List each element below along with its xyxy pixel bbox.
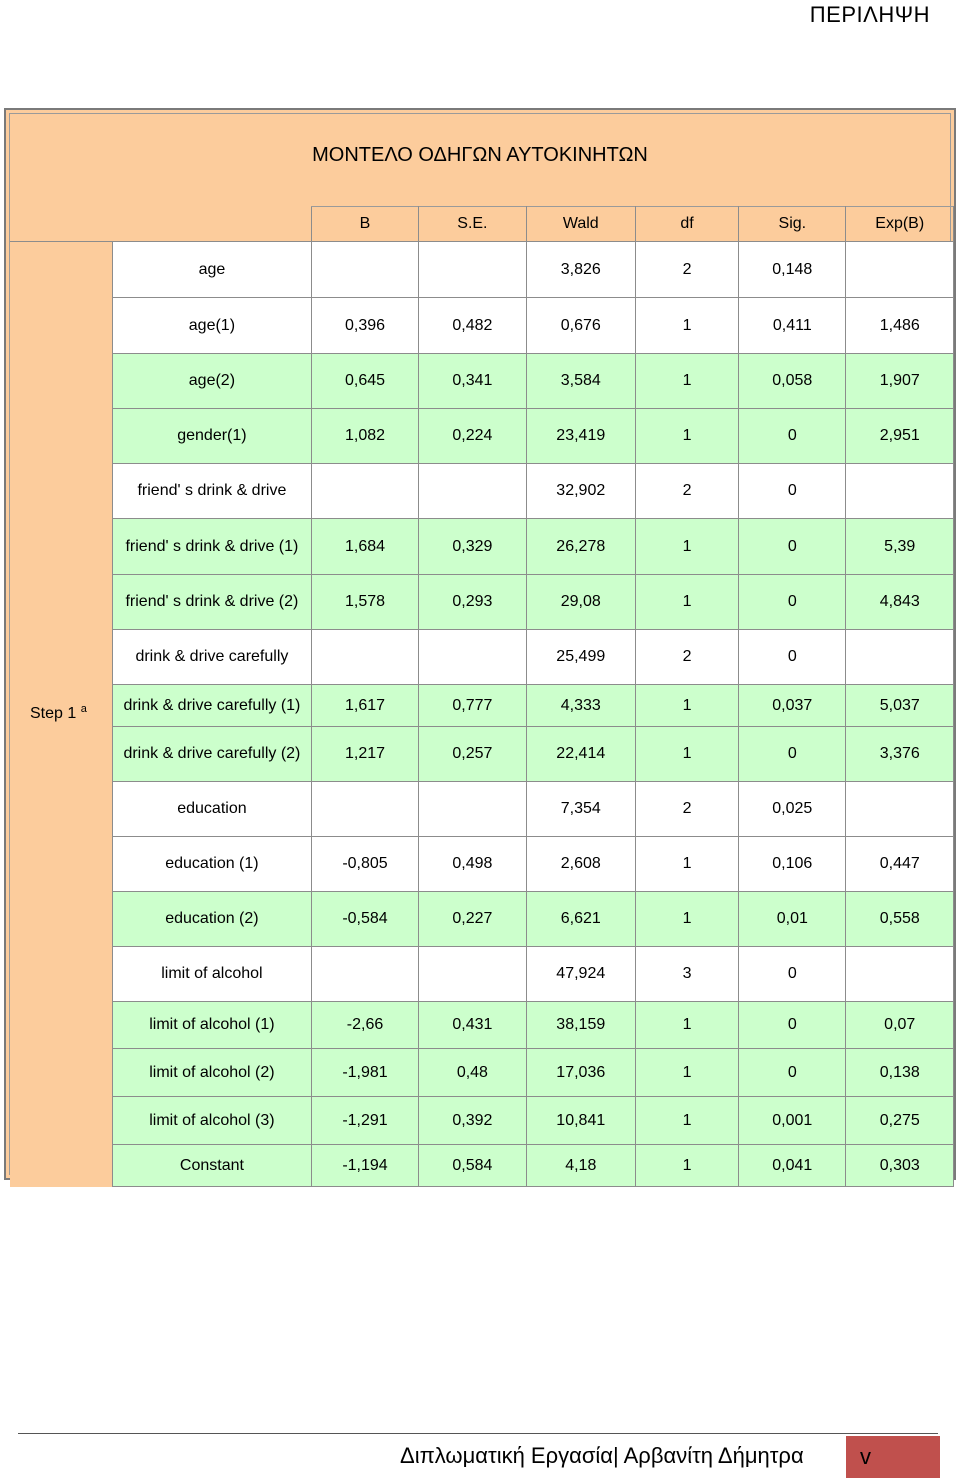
row-label: age(2) <box>113 354 312 409</box>
value-cell: 1,486 <box>846 298 954 354</box>
value-cell: 0,106 <box>739 837 846 892</box>
row-label: Constant <box>113 1145 312 1187</box>
regression-table-frame <box>4 108 956 1180</box>
value-cell <box>419 782 526 837</box>
value-cell: 1 <box>635 1049 738 1097</box>
value-cell: 0,329 <box>419 519 526 575</box>
value-cell: 6,621 <box>526 892 635 947</box>
value-cell: 3,584 <box>526 354 635 409</box>
header-blank <box>10 207 113 242</box>
row-label: drink & drive carefully (2) <box>113 727 312 782</box>
value-cell: 0,676 <box>526 298 635 354</box>
column-header: Exp(B) <box>846 207 954 242</box>
value-cell: 0,257 <box>419 727 526 782</box>
value-cell: 0,224 <box>419 409 526 464</box>
value-cell: 0 <box>739 1049 846 1097</box>
table-row <box>10 630 954 685</box>
value-cell: 1 <box>635 298 738 354</box>
value-cell: -0,805 <box>311 837 418 892</box>
value-cell: 1 <box>635 727 738 782</box>
table-row <box>10 409 954 464</box>
column-header: Sig. <box>739 207 846 242</box>
value-cell: 2 <box>635 464 738 519</box>
value-cell: 0,498 <box>419 837 526 892</box>
value-cell: 5,39 <box>846 519 954 575</box>
value-cell: 5,037 <box>846 685 954 727</box>
footer-divider <box>18 1433 938 1434</box>
value-cell: 7,354 <box>526 782 635 837</box>
value-cell: 23,419 <box>526 409 635 464</box>
header-blank <box>113 207 312 242</box>
value-cell: 1 <box>635 354 738 409</box>
value-cell: 1,578 <box>311 575 418 630</box>
table-header-row <box>10 207 954 242</box>
value-cell: 4,18 <box>526 1145 635 1187</box>
table-row <box>10 1145 954 1187</box>
footer-text: Διπλωματική Εργασία| Αρβανίτη Δήμητρα <box>400 1443 804 1468</box>
value-cell: 1 <box>635 519 738 575</box>
table-row <box>10 782 954 837</box>
row-label: age <box>113 242 312 298</box>
table-title: ΜΟΝΤΕΛΟ ΟΔΗΓΩΝ ΑΥΤΟΚΙΝΗΤΩΝ <box>312 144 648 166</box>
value-cell <box>311 947 418 1002</box>
value-cell: 0,025 <box>739 782 846 837</box>
value-cell: 0,341 <box>419 354 526 409</box>
value-cell: 0,447 <box>846 837 954 892</box>
value-cell <box>846 464 954 519</box>
value-cell: 0,138 <box>846 1049 954 1097</box>
value-cell <box>311 630 418 685</box>
table-row <box>10 354 954 409</box>
table-row <box>10 837 954 892</box>
value-cell: 0,396 <box>311 298 418 354</box>
value-cell: 4,333 <box>526 685 635 727</box>
column-header: Wald <box>526 207 635 242</box>
value-cell <box>419 242 526 298</box>
value-cell: 0 <box>739 464 846 519</box>
step-label-cell <box>10 242 113 1187</box>
value-cell: 0,01 <box>739 892 846 947</box>
value-cell: 25,499 <box>526 630 635 685</box>
value-cell: -1,981 <box>311 1049 418 1097</box>
row-label: age(1) <box>113 298 312 354</box>
value-cell: 0,431 <box>419 1002 526 1049</box>
table-row <box>10 242 954 298</box>
row-label: gender(1) <box>113 409 312 464</box>
value-cell: 29,08 <box>526 575 635 630</box>
table-row <box>10 298 954 354</box>
row-label: education (1) <box>113 837 312 892</box>
value-cell: 1 <box>635 409 738 464</box>
regression-table <box>10 206 954 1187</box>
value-cell: 1 <box>635 1097 738 1145</box>
value-cell: -1,194 <box>311 1145 418 1187</box>
table-body <box>10 242 954 1187</box>
value-cell: 0,777 <box>419 685 526 727</box>
value-cell: 0,037 <box>739 685 846 727</box>
column-header: df <box>635 207 738 242</box>
value-cell: 0,411 <box>739 298 846 354</box>
value-cell <box>846 947 954 1002</box>
value-cell: 0,645 <box>311 354 418 409</box>
value-cell: 3 <box>635 947 738 1002</box>
value-cell: 0,07 <box>846 1002 954 1049</box>
value-cell <box>311 242 418 298</box>
row-label: limit of alcohol (2) <box>113 1049 312 1097</box>
page-header-title: ΠΕΡΙΛΗΨΗ <box>809 2 930 27</box>
table-row <box>10 575 954 630</box>
value-cell: 1 <box>635 575 738 630</box>
row-label: drink & drive carefully (1) <box>113 685 312 727</box>
value-cell: 22,414 <box>526 727 635 782</box>
step-label: Step 1 <box>30 705 77 723</box>
step-superscript: a <box>80 703 87 716</box>
value-cell: 1 <box>635 1145 738 1187</box>
row-label: limit of alcohol (3) <box>113 1097 312 1145</box>
page-number-badge: v <box>846 1436 940 1478</box>
value-cell <box>419 947 526 1002</box>
table-row <box>10 519 954 575</box>
row-label: friend' s drink & drive <box>113 464 312 519</box>
value-cell: 0,584 <box>419 1145 526 1187</box>
value-cell <box>311 782 418 837</box>
value-cell: 1 <box>635 685 738 727</box>
value-cell: 0 <box>739 409 846 464</box>
value-cell: 0,392 <box>419 1097 526 1145</box>
value-cell <box>846 630 954 685</box>
value-cell: -0,584 <box>311 892 418 947</box>
row-label: friend' s drink & drive (1) <box>113 519 312 575</box>
table-row <box>10 892 954 947</box>
table-row <box>10 1097 954 1145</box>
value-cell: 0,041 <box>739 1145 846 1187</box>
value-cell: 38,159 <box>526 1002 635 1049</box>
table-row <box>10 464 954 519</box>
table-row <box>10 685 954 727</box>
value-cell: 3,376 <box>846 727 954 782</box>
column-header: S.E. <box>419 207 526 242</box>
row-label: education <box>113 782 312 837</box>
value-cell: 26,278 <box>526 519 635 575</box>
value-cell: 0,227 <box>419 892 526 947</box>
value-cell: 1,217 <box>311 727 418 782</box>
value-cell: 0 <box>739 727 846 782</box>
value-cell: 0,48 <box>419 1049 526 1097</box>
row-label: education (2) <box>113 892 312 947</box>
value-cell: -1,291 <box>311 1097 418 1145</box>
value-cell: 0,001 <box>739 1097 846 1145</box>
value-cell: 0,058 <box>739 354 846 409</box>
row-label: limit of alcohol (1) <box>113 1002 312 1049</box>
table-row <box>10 1002 954 1049</box>
value-cell: 0 <box>739 519 846 575</box>
value-cell: 2 <box>635 242 738 298</box>
value-cell: 4,843 <box>846 575 954 630</box>
value-cell: 2,608 <box>526 837 635 892</box>
value-cell: 0,482 <box>419 298 526 354</box>
table-row <box>10 947 954 1002</box>
value-cell: 1,907 <box>846 354 954 409</box>
value-cell: 2 <box>635 782 738 837</box>
value-cell: 1,684 <box>311 519 418 575</box>
value-cell: 0 <box>739 575 846 630</box>
value-cell <box>419 464 526 519</box>
value-cell: -2,66 <box>311 1002 418 1049</box>
value-cell: 32,902 <box>526 464 635 519</box>
value-cell: 1 <box>635 1002 738 1049</box>
value-cell: 0,558 <box>846 892 954 947</box>
value-cell: 3,826 <box>526 242 635 298</box>
row-label: drink & drive carefully <box>113 630 312 685</box>
value-cell: 0 <box>739 630 846 685</box>
value-cell: 1,617 <box>311 685 418 727</box>
value-cell <box>419 630 526 685</box>
value-cell: 1,082 <box>311 409 418 464</box>
value-cell: 0,275 <box>846 1097 954 1145</box>
value-cell: 47,924 <box>526 947 635 1002</box>
value-cell: 0 <box>739 947 846 1002</box>
column-header: B <box>311 207 418 242</box>
value-cell: 1 <box>635 837 738 892</box>
value-cell: 0,148 <box>739 242 846 298</box>
value-cell: 1 <box>635 892 738 947</box>
value-cell: 17,036 <box>526 1049 635 1097</box>
value-cell: 2 <box>635 630 738 685</box>
row-label: limit of alcohol <box>113 947 312 1002</box>
value-cell: 2,951 <box>846 409 954 464</box>
value-cell: 0,303 <box>846 1145 954 1187</box>
table-row <box>10 727 954 782</box>
row-label: friend' s drink & drive (2) <box>113 575 312 630</box>
value-cell: 10,841 <box>526 1097 635 1145</box>
value-cell <box>846 242 954 298</box>
value-cell <box>311 464 418 519</box>
value-cell <box>846 782 954 837</box>
table-row <box>10 1049 954 1097</box>
value-cell: 0 <box>739 1002 846 1049</box>
value-cell: 0,293 <box>419 575 526 630</box>
